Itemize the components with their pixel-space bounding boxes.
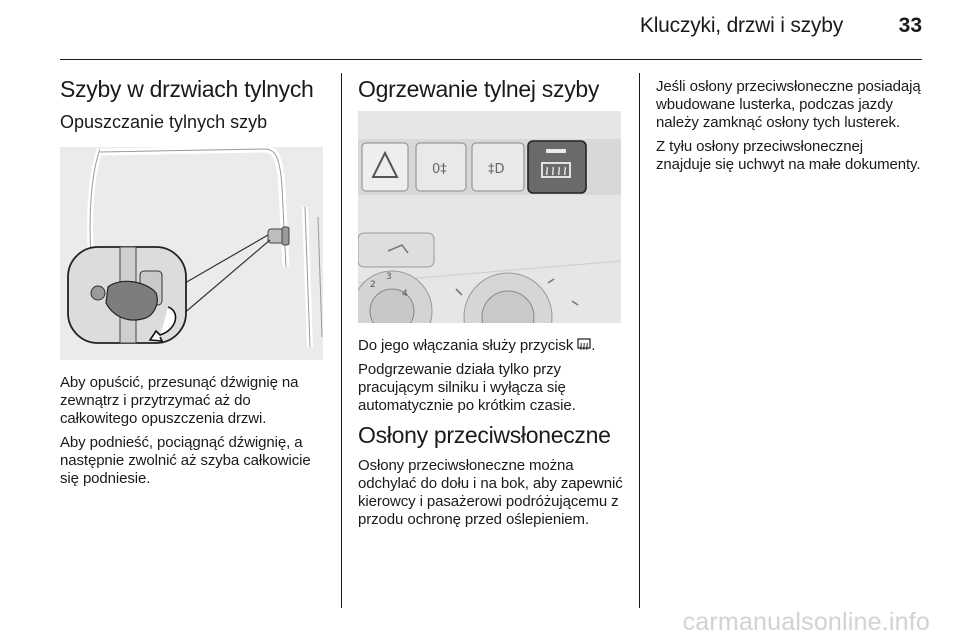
column-1 [60,75,330,494]
rear-window-heating-illustration [358,111,621,323]
paragraph-button-description [358,337,626,355]
svg-text:0‡: 0‡ [432,162,447,177]
button-text-after: . [591,337,596,354]
section-heading-sun-visors: Osłony przeciwsłoneczne [358,422,611,448]
page-number: 33 [898,14,922,37]
column-2 [358,75,626,535]
svg-text:4: 4 [402,289,408,299]
paragraph-visor-document-holder: Z tyłu osłony przeciwsłonecznej znajduje się uchwyt na małe dokumenty. [656,138,921,173]
header-title: Kluczyki, drzwi i szyby [639,14,843,37]
paragraph-lower-window: Aby opuścić, przesunąć dźwignię na zewnątrz i przytrzymać aż do całkowitego opuszczenia drzwi. [60,374,299,427]
watermark: carmanualsonline.info [682,608,930,636]
section-heading-rear-heating: Ogrzewanie tylnej szyby [358,76,600,102]
paragraph-raise-window: Aby podnieść, pociągnąć dźwignię, a następnie zwolnić aż szyba całkowicie się podniesie. [60,434,311,487]
paragraph-heating-operation: Podgrzewanie działa tylko przy pracującym silniku i wyłącza się automatycznie po krótkim czasie. [358,361,576,414]
column-divider-2 [639,73,640,608]
svg-text:‡D: ‡D [488,162,505,177]
svg-text:3: 3 [386,272,392,282]
rear-defrost-icon [577,338,591,352]
section-heading-rear-windows: Szyby w drzwiach tylnych [60,76,314,102]
subheading-lowering-windows: Opuszczanie tylnych szyb [60,112,268,132]
paragraph-sun-visors: Osłony przeciwsłoneczne można odchylać do dołu i na bok, aby zapewnić kierowcy i pasażerowi podróżującemu z przodu ochronę przed oślepieniem. [358,457,623,528]
paragraph-visor-mirrors: Jeśli osłony przeciwsłoneczne posiadają wbudowane lusterka, podczas jazdy należy zamknąć osłony tych lusterek. [656,78,921,131]
column-3 [656,78,922,180]
svg-text:2: 2 [370,280,376,290]
column-divider-1 [341,73,342,608]
rear-window-lever-illustration [60,147,323,360]
button-text-before: Do jego włączania służy przycisk [358,337,578,354]
header-divider [60,59,922,60]
